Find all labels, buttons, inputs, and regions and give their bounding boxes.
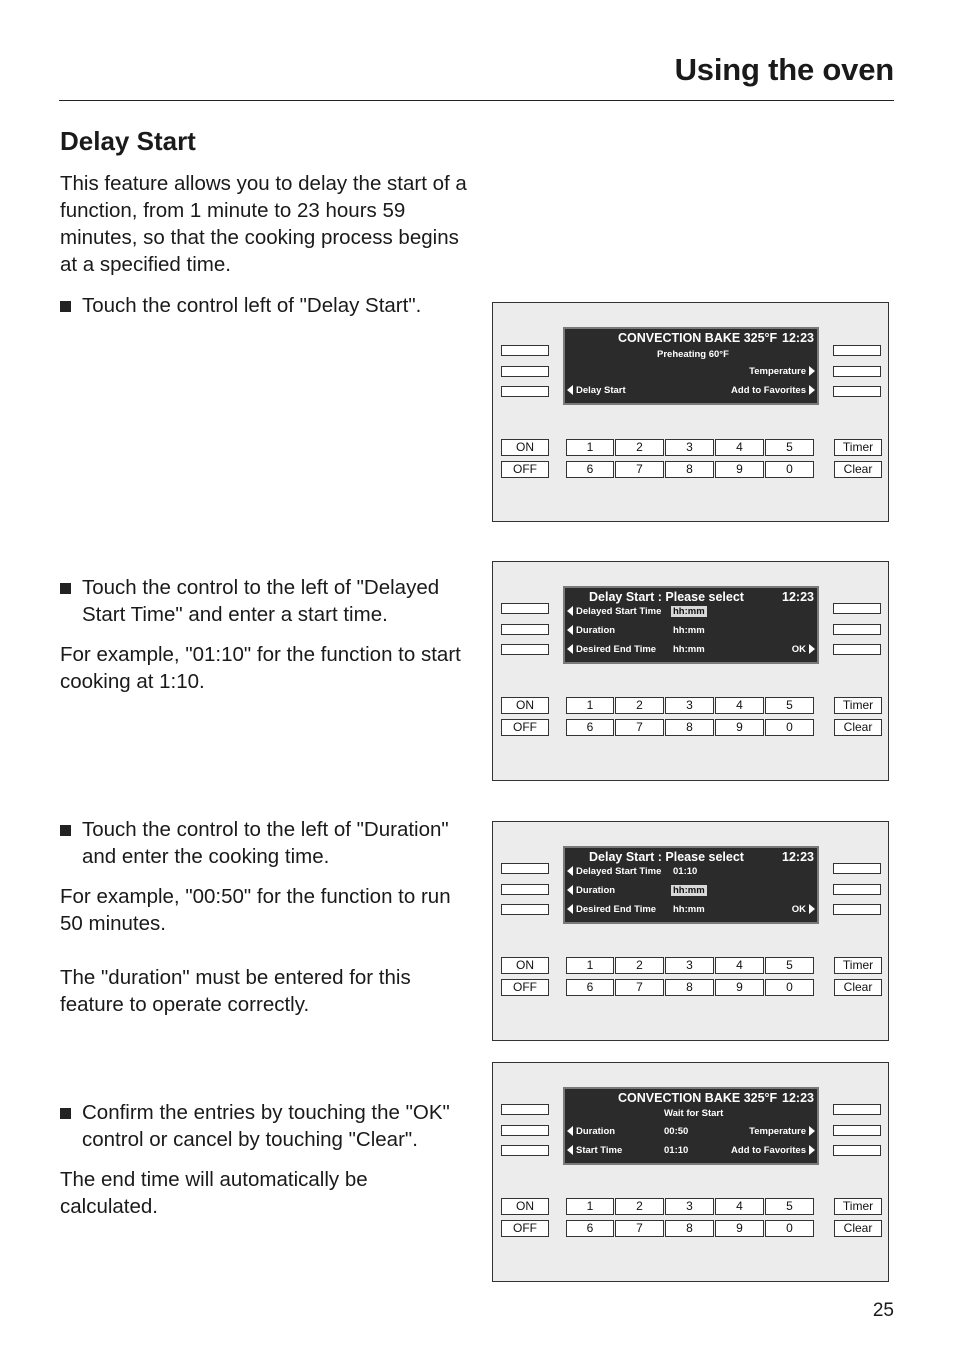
display-duration-row: Duration [567,885,615,896]
arrow-left-icon [567,644,573,654]
key-1[interactable]: 1 [566,957,614,974]
left-control-2[interactable] [501,884,549,895]
key-8[interactable]: 8 [665,1220,714,1237]
arrow-right-icon [809,1145,815,1155]
right-control-2[interactable] [833,1125,881,1136]
key-9[interactable]: 9 [715,979,764,996]
control-panel-1 [492,302,889,522]
key-2[interactable]: 2 [615,697,664,714]
left-control-2[interactable] [501,624,549,635]
display-duration-value: hh:mm [673,885,705,896]
oven-display [563,1087,819,1165]
display-subtitle: Wait for Start [664,1108,724,1119]
step-1-text: Touch the control left of "Delay Start". [82,294,422,317]
off-button[interactable]: OFF [501,1220,549,1237]
timer-button[interactable]: Timer [834,1198,882,1215]
display-start-time-row: Start Time [567,1145,622,1156]
arrow-left-icon [567,606,573,616]
display-end-time-row: Desired End Time [567,644,656,655]
step-1-bullet [60,292,470,319]
right-control-3[interactable] [833,1145,881,1156]
display-title: Delay Start : Please select [589,850,744,864]
key-2[interactable]: 2 [615,957,664,974]
key-8[interactable]: 8 [665,979,714,996]
right-control-2[interactable] [833,366,881,377]
bullet-square-icon [60,301,71,312]
display-favorites-option: Add to Favorites [731,1145,815,1156]
key-0[interactable]: 0 [765,461,814,478]
left-control-1[interactable] [501,603,549,614]
display-end-time-value: hh:mm [673,644,705,655]
display-clock: 12:23 [782,331,814,345]
left-control-3[interactable] [501,644,549,655]
intro-paragraph [60,170,470,278]
step-3-text: Touch the control to the left of "Duration" and enter the cooking time. [82,818,449,868]
key-6[interactable]: 6 [566,461,614,478]
key-7[interactable]: 7 [615,1220,664,1237]
arrow-left-icon [567,625,573,635]
arrow-right-icon [809,366,815,376]
right-control-1[interactable] [833,603,881,614]
bullet-square-icon [60,583,71,594]
page-header-title: Using the oven [674,52,894,87]
timer-button[interactable]: Timer [834,439,882,456]
key-7[interactable]: 7 [615,719,664,736]
display-delayed-start-value: hh:mm [673,606,705,617]
clear-button[interactable]: Clear [834,719,882,736]
off-button[interactable]: OFF [501,979,549,996]
key-4[interactable]: 4 [715,697,764,714]
step-2-note: For example, "01:10" for the function to start cooking at 1:10. [60,643,461,693]
key-5[interactable]: 5 [765,439,814,456]
off-button[interactable]: OFF [501,461,549,478]
timer-button[interactable]: Timer [834,957,882,974]
display-duration-row: Duration [567,1126,615,1137]
step-4-bullet [60,1099,470,1153]
control-panel-3 [492,821,889,1041]
display-delayed-start-value: 01:10 [673,866,698,877]
key-9[interactable]: 9 [715,719,764,736]
right-control-3[interactable] [833,644,881,655]
page-number: 25 [872,1300,894,1321]
display-clock: 12:23 [782,850,814,864]
arrow-left-icon [567,885,573,895]
arrow-left-icon [567,385,573,395]
display-temperature-option: Temperature [749,366,815,377]
key-9[interactable]: 9 [715,1220,764,1237]
display-favorites-option: Add to Favorites [731,385,815,396]
left-control-2[interactable] [501,1125,549,1136]
step-3-note: For example, "00:50" for the function to run 50 minutes. [60,885,451,935]
key-0[interactable]: 0 [765,719,814,736]
key-2[interactable]: 2 [615,1198,664,1215]
key-4[interactable]: 4 [715,957,764,974]
step-1 [60,292,470,319]
right-control-2[interactable] [833,624,881,635]
key-0[interactable]: 0 [765,1220,814,1237]
oven-display [563,327,819,405]
display-delay-start-option: Delay Start [567,385,626,396]
key-7[interactable]: 7 [615,461,664,478]
display-title: CONVECTION BAKE 325°F [618,331,778,345]
key-1[interactable]: 1 [566,697,614,714]
key-6[interactable]: 6 [566,979,614,996]
step-4-note: The end time will automatically be calculated. [60,1168,368,1218]
arrow-left-icon [567,866,573,876]
key-0[interactable]: 0 [765,979,814,996]
control-panel-2 [492,561,889,781]
header-rule [59,100,894,101]
display-ok-option: OK [792,644,815,655]
oven-display [563,586,819,664]
arrow-left-icon [567,904,573,914]
display-ok-option: OK [792,904,815,915]
left-control-3[interactable] [501,904,549,915]
left-control-3[interactable] [501,1145,549,1156]
display-duration-value: 00:50 [664,1126,689,1137]
key-6[interactable]: 6 [566,1220,614,1237]
key-5[interactable]: 5 [765,1198,814,1215]
key-5[interactable]: 5 [765,697,814,714]
step-3-bullet [60,816,470,870]
arrow-right-icon [809,1126,815,1136]
display-duration-value: hh:mm [673,625,705,636]
bullet-square-icon [60,1108,71,1119]
control-panel-4 [492,1062,889,1282]
display-title: CONVECTION BAKE 325°F [618,1091,778,1105]
arrow-right-icon [809,904,815,914]
right-control-1[interactable] [833,345,881,356]
clear-button[interactable]: Clear [834,1220,882,1237]
display-title: Delay Start : Please select [589,590,744,604]
display-delayed-start-row: Delayed Start Time [567,606,661,617]
on-button[interactable]: ON [501,957,549,974]
left-control-1[interactable] [501,1104,549,1115]
arrow-left-icon [567,1145,573,1155]
clear-button[interactable]: Clear [834,461,882,478]
key-3[interactable]: 3 [665,439,714,456]
oven-display [563,846,819,924]
display-clock: 12:23 [782,590,814,604]
left-control-1[interactable] [501,863,549,874]
off-button[interactable]: OFF [501,719,549,736]
on-button[interactable]: ON [501,697,549,714]
key-8[interactable]: 8 [665,719,714,736]
key-4[interactable]: 4 [715,439,764,456]
step-3 [60,816,470,1018]
key-3[interactable]: 3 [665,1198,714,1215]
timer-button[interactable]: Timer [834,697,882,714]
bullet-square-icon [60,825,71,836]
left-control-3[interactable] [501,386,549,397]
key-8[interactable]: 8 [665,461,714,478]
key-3[interactable]: 3 [665,957,714,974]
arrow-right-icon [809,385,815,395]
display-subtitle: Preheating 60°F [657,349,729,360]
step-4 [60,1099,470,1220]
key-1[interactable]: 1 [566,1198,614,1215]
display-clock: 12:23 [782,1091,814,1105]
arrow-left-icon [567,1126,573,1136]
display-delayed-start-row: Delayed Start Time [567,866,661,877]
key-9[interactable]: 9 [715,461,764,478]
right-control-3[interactable] [833,904,881,915]
clear-button[interactable]: Clear [834,979,882,996]
display-start-time-value: 01:10 [664,1145,689,1156]
right-control-1[interactable] [833,1104,881,1115]
key-6[interactable]: 6 [566,719,614,736]
display-end-time-value: hh:mm [673,904,705,915]
step-2-bullet [60,574,470,628]
on-button[interactable]: ON [501,1198,549,1215]
key-3[interactable]: 3 [665,697,714,714]
step-2 [60,574,470,695]
key-7[interactable]: 7 [615,979,664,996]
display-end-time-row: Desired End Time [567,904,656,915]
right-control-3[interactable] [833,386,881,397]
key-5[interactable]: 5 [765,957,814,974]
display-temperature-option: Temperature [749,1126,815,1137]
key-4[interactable]: 4 [715,1198,764,1215]
left-control-1[interactable] [501,345,549,356]
right-control-2[interactable] [833,884,881,895]
display-duration-row: Duration [567,625,615,636]
key-2[interactable]: 2 [615,439,664,456]
right-control-1[interactable] [833,863,881,874]
left-control-2[interactable] [501,366,549,377]
step-4-text: Confirm the entries by touching the "OK" control or cancel by touching "Clear". [82,1101,450,1151]
step-2-text: Touch the control to the left of "Delayed Start Time" and enter a start time. [82,576,440,626]
key-1[interactable]: 1 [566,439,614,456]
step-3-note-2: The "duration" must be entered for this feature to operate correctly. [60,966,411,1016]
arrow-right-icon [809,644,815,654]
section-title: Delay Start [60,126,196,156]
intro-text: This feature allows you to delay the start of a function, from 1 minute to 23 hours 59 minutes, so that the cooking process begins at a specified time. [60,172,467,276]
on-button[interactable]: ON [501,439,549,456]
